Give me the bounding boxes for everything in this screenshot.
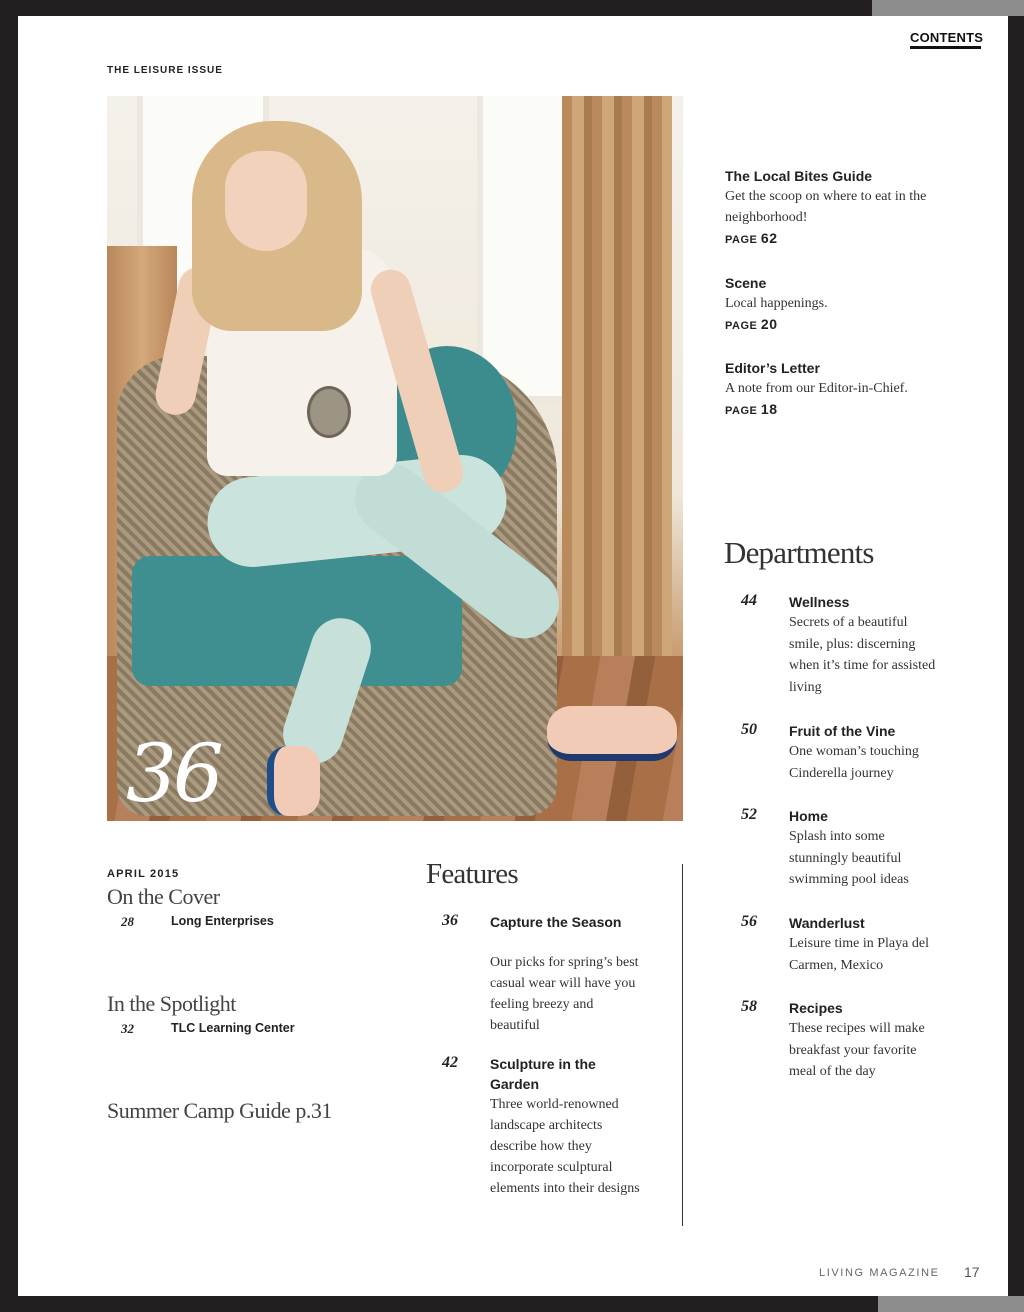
contents-label: CONTENTS [910,30,984,45]
summer-camp-guide[interactable]: Summer Camp Guide p.31 [107,1098,332,1123]
page-label: PAGE [725,320,758,332]
in-the-spotlight-title: TLC Learning Center [171,1021,295,1035]
department-page: 50 [741,721,757,738]
story-page [725,316,955,332]
feature-description: Three world-renowned landscape architects describe how they incorporate sculptural elements into their designs [490,1097,640,1196]
department-title: Wanderlust [789,915,865,931]
issue-date: APRIL 2015 [107,868,180,880]
in-the-spotlight-heading: In the Spotlight [107,991,236,1016]
department-page: 52 [741,806,757,823]
feature-title: Sculpture in the Garden [490,1056,596,1092]
story-title: Scene [725,275,767,291]
department-page: 44 [741,592,757,609]
department-description: Splash into some stunningly beautiful swimming pool ideas [789,829,909,887]
story-page [725,230,955,246]
page-number: 18 [760,401,778,417]
department-title: Home [789,808,828,824]
frame-accent-top [872,0,1024,16]
on-the-cover-page: 28 [121,914,134,929]
feature-title: Capture the Season [490,914,622,930]
in-the-spotlight-page: 32 [121,1021,134,1036]
page-number: 62 [760,230,778,246]
story-item[interactable] [725,166,955,246]
magazine-page [18,16,1008,1296]
story-title: Editor’s Letter [725,360,820,376]
story-description: A note from our Editor-in-Chief. [725,381,908,396]
features-heading: Features [426,858,518,890]
story-description: Local happenings. [725,296,828,311]
department-description: Leisure time in Playa del Carmen, Mexico [789,936,929,973]
teal-seat-cushion [132,556,462,686]
page-label: PAGE [725,234,758,246]
necklace-pendant [307,386,351,438]
on-the-cover-title: Long Enterprises [171,914,274,928]
model-foot [267,746,320,816]
model-foot [547,706,677,761]
department-description: Secrets of a beautiful smile, plus: discerning when it’s time for assisted living [789,615,936,695]
story-description: Get the scoop on where to eat in the neighborhood! [725,189,927,225]
cover-photo [107,96,683,821]
cover-page-number: 36 [126,727,220,820]
column-divider [682,864,683,1226]
departments-heading: Departments [724,535,874,570]
department-page: 56 [741,913,757,930]
issue-label: THE LEISURE ISSUE [107,65,223,76]
feature-page: 36 [442,912,458,929]
page-label: PAGE [725,405,758,417]
story-item[interactable] [725,273,955,332]
window-pane-right [477,96,569,402]
story-page [725,401,955,417]
frame-accent-bottom [878,1296,1024,1312]
feature-description: Our picks for spring’s best casual wear will have you feeling breezy and beautiful [490,955,639,1033]
department-page: 58 [741,998,757,1015]
story-item[interactable] [725,358,955,417]
department-description: These recipes will make breakfast your favorite meal of the day [789,1021,925,1079]
department-description: One woman’s touching Cinderella journey [789,744,919,781]
feature-page: 42 [442,1054,458,1071]
model-face [225,151,307,251]
department-title: Recipes [789,1000,843,1016]
contents-underline [910,46,981,49]
page-number: 20 [760,316,778,332]
footer-magazine-name: LIVING MAGAZINE [819,1267,940,1279]
footer-page-number: 17 [964,1264,980,1280]
department-title: Fruit of the Vine [789,723,896,739]
on-the-cover-heading: On the Cover [107,884,220,909]
department-title: Wellness [789,594,850,610]
story-title: The Local Bites Guide [725,168,873,184]
